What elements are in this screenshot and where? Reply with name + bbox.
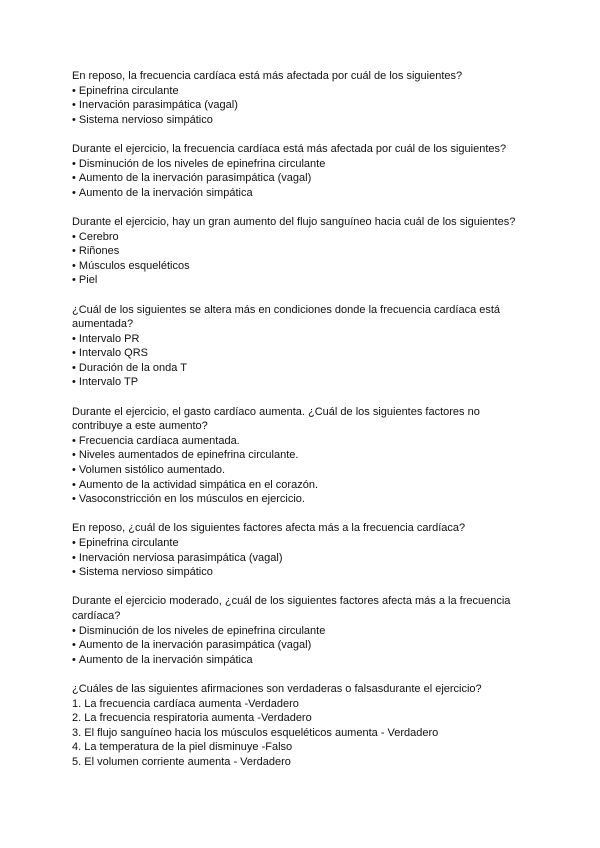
question-text: ¿Cuál de los siguientes se altera más en condiciones donde la frecuencia cardíaca está aumentada? [72,303,501,331]
question-block-6 [72,521,532,579]
option-item: • Aumento de la inervación simpática [72,186,532,201]
numbered-item [72,711,532,726]
item-text: La frecuencia respiratoria aumenta -Verdadero [84,712,312,725]
question-block-3 [72,215,532,288]
item-number: 4. [72,741,82,754]
item-text: El flujo sanguíneo hacia los músculos esqueléticos aumenta - Verdadero [84,726,439,739]
option-item: • Aumento de la inervación parasimpática (vagal) [72,638,532,653]
option-item: • Aumento de la actividad simpática en el corazón. [72,478,532,493]
question-block-1 [72,69,532,127]
question-block-4 [72,303,532,391]
option-item: • Aumento de la inervación simpática [72,653,532,668]
option-item: • Inervación parasimpática (vagal) [72,98,532,113]
option-item: • Aumento de la inervación parasimpática (vagal) [72,171,532,186]
option-item: • Sistema nervioso simpático [72,565,532,580]
question-text: En reposo, la frecuencia cardíaca está más afectada por cuál de los siguientes? [72,70,463,82]
question-text: Durante el ejercicio, hay un gran aumento del flujo sanguíneo hacia cuál de los siguientes? [72,215,516,228]
option-item: • Intervalo PR [72,332,532,347]
option-item: • Intervalo TP [72,375,532,390]
item-number: 1. [72,697,82,710]
question-text: Durante el ejercicio moderado, ¿cuál de los siguientes factores afecta más a la frecuencia cardíaca? [72,595,511,622]
item-number: 5. [72,755,82,768]
question-block-7 [72,594,532,667]
question-block-5 [72,405,532,507]
option-item: • Vasoconstricción en los músculos en ejercicio. [72,492,532,507]
option-item: • Sistema nervioso simpático [72,113,532,128]
question-text: Durante el ejercicio, el gasto cardíaco aumenta. ¿Cuál de los siguientes factores no contribuye a este aumento? [72,405,480,433]
option-item: • Inervación nerviosa parasimpática (vagal) [72,551,532,566]
numbered-item [72,755,532,770]
question-block-8 [72,682,532,770]
option-item: • Disminución de los niveles de epinefrina circulante [72,624,532,639]
item-text: La frecuencia cardíaca aumenta -Verdadero [84,697,299,710]
question-text: ¿Cuáles de las siguientes afirmaciones son verdaderas o falsasdurante el ejercicio? [72,682,482,695]
option-item: • Volumen sistólico aumentado. [72,463,532,478]
numbered-item [72,726,532,741]
item-number: 3. [72,726,82,739]
question-text: En reposo, ¿cuál de los siguientes factores afecta más a la frecuencia cardíaca? [72,522,466,535]
option-item: • Frecuencia cardíaca aumentada. [72,434,532,449]
item-number: 2. [72,712,82,725]
option-item: • Niveles aumentados de epinefrina circulante. [72,448,532,463]
option-item: • Músculos esqueléticos [72,259,532,274]
item-text: El volumen corriente aumenta - Verdadero [84,755,291,768]
option-item: • Riñones [72,244,532,259]
numbered-item [72,697,532,712]
option-item: • Duración de la onda T [72,361,532,376]
question-block-2 [72,142,532,200]
option-item: • Epinefrina circulante [72,84,532,99]
option-item: • Intervalo QRS [72,346,532,361]
numbered-item [72,740,532,755]
option-item: • Piel [72,273,532,288]
item-text: La temperatura de la piel disminuye -Falso [84,741,293,754]
option-item: • Disminución de los niveles de epinefrina circulante [72,157,532,172]
option-item: • Epinefrina circulante [72,536,532,551]
option-item: • Cerebro [72,230,532,245]
question-text: Durante el ejercicio, la frecuencia cardíaca está más afectada por cuál de los siguientes? [72,142,507,155]
